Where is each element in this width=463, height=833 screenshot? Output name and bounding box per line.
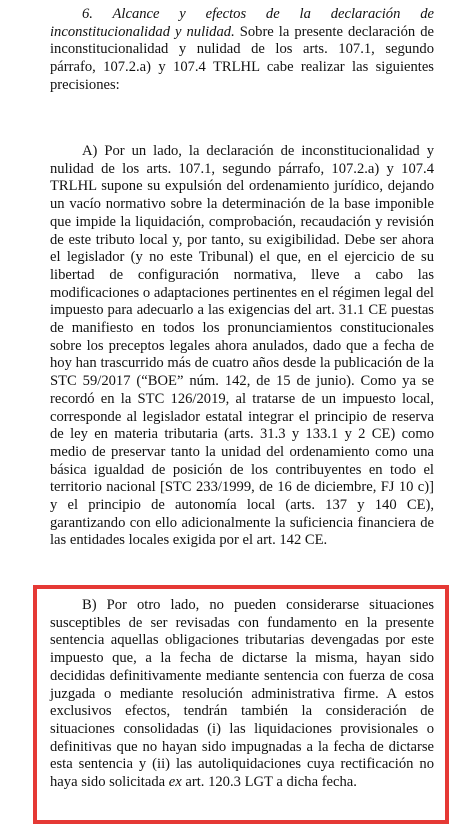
paragraph-b-tail: art. 120.3 LGT a dicha fecha. — [185, 774, 357, 791]
paragraph-b — [50, 597, 434, 792]
section-6-heading: 6. Alcance y efectos de la declaración de inconstitucionalidad y nulidad. — [50, 6, 434, 40]
paragraph-a: A) Por un lado, la declaración de inconstitucionalidad y nulidad de los arts. 107.1, segundo párrafo, 107.2.a) y 107.4 TRLHL supone su expulsión del ordenamiento jurídico, dejando un vacío normativo sobre la determinación de la base imponible que impide la liquidación, comprobación, recaudación y revisión de este tributo local y, por tanto, su exigibilidad. Debe ser ahora el legislador (y no este Tribunal) el que, en el ejercicio de su libertad de configuración normativa, lleve a cabo las modificaciones o adaptaciones pertinentes en el régimen legal del impuesto para adecuarlo a las exigencias del art. 31.1 CE puestas de manifiesto en todos los pronunciamientos constitucionales sobre los preceptos legales ahora anulados, dado que a fecha de hoy han trascurrido más de cuatro años desde la publicación de la STC 59/2017 (“BOE” núm. 142, de 15 de junio). Como ya se recordó en la STC 126/2019, al tratarse de un impuesto local, corresponde al legislador estatal integrar el principio de reserva de ley en materia tributaria (arts. 31.3 y 133.1 y 2 CE) como medio de preservar tanto la unidad del ordenamiento como una básica igualdad de posición de los contribuyentes en todo el territorio nacional [STC 233/1999, de 16 de diciembre, FJ 10 c)] y el principio de autonomía local (arts. 137 y 140 CE), garantizando con ello adicionalmente la suficiencia financiera de las entidades locales exigida por el art. 142 CE. — [50, 143, 434, 549]
section-6-text: Sobre la presente declaración de inconstitucionalidad y nulidad de los arts. 107.1, segundo párrafo, 107.2.a) y 107.4 TRLHL cabe realizar las siguientes precisiones: — [50, 23, 434, 93]
ex-term: ex — [168, 774, 182, 791]
section-6-paragraph — [50, 6, 434, 95]
paragraph-b-text: B) Por otro lado, no pueden considerarse situaciones susceptibles de ser revisadas con fundamento en la presente sentencia aquellas obligaciones tributarias devengadas por este impuesto que, a la fecha de dictarse la misma, hayan sido decididas definitivamente mediante sentencia con fuerza de cosa juzgada o mediante resolución administrativa firme. A estos exclusivos efectos, tendrán también la consideración de situaciones consolidadas (i) las liquidaciones provisionales o definitivas que no hayan sido impugnadas a la fecha de dictarse esta sentencia y (ii) las autoliquidaciones cuya rectificación no haya sido solicitada — [50, 597, 434, 791]
